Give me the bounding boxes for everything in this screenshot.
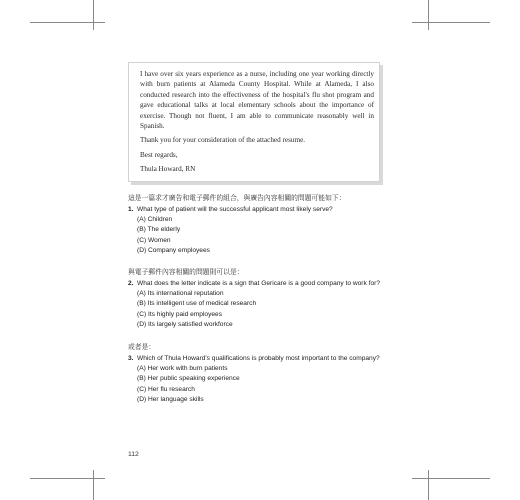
question-1 — [128, 205, 388, 256]
letter-excerpt — [128, 62, 380, 182]
answer-option: (A) Its international reputation — [137, 290, 224, 298]
answer-option: (A) Children — [137, 216, 173, 224]
intro-email-questions: 與電子郵件內容相關的問題則可以是： — [128, 268, 244, 276]
letter-paragraph: I have over six years experience as a nurse, including one year working directly with burn patients at Alameda County Hospital. While at Alameda, I also conducted research into the effectiveness of the hospital's flu shot program and gave educational talks at local elementary schools about the importance of exercise. Though not fluent, I am able to communicate reasonably well in Spanish. — [140, 70, 374, 131]
question-number: 1. — [128, 206, 134, 213]
page-number: 112 — [128, 451, 139, 458]
answer-option: (D) Its largely satisfied workforce — [137, 320, 233, 328]
letter-signature: Thula Howard, RN — [140, 165, 196, 174]
letter-thanks: Thank you for your consideration of the attached resume. — [140, 136, 306, 145]
question-text: Which of Thula Howard's qualifications is probably most important to the company? — [137, 355, 380, 362]
crop-mark — [428, 0, 429, 30]
intro-or: 或者是： — [128, 343, 156, 351]
answer-option: (B) The elderly — [137, 226, 181, 234]
question-number: 3. — [128, 355, 134, 362]
answer-option: (C) Women — [137, 236, 171, 244]
answer-option: (D) Her language skills — [137, 395, 204, 403]
answer-option: (C) Her flu research — [137, 385, 195, 393]
answer-option: (B) Its intelligent use of medical research — [137, 300, 257, 308]
answer-option: (C) Its highly paid employees — [137, 310, 223, 318]
letter-closing: Best regards, — [140, 150, 178, 159]
crop-mark — [412, 478, 490, 479]
answer-option: (A) Her work with burn patients — [137, 365, 228, 373]
crop-mark — [93, 470, 94, 500]
crop-mark — [412, 22, 490, 23]
question-text: What type of patient will the successful applicant most likely serve? — [137, 206, 333, 213]
crop-mark — [428, 470, 429, 500]
intro-ad-questions: 這是一篇求才廣告和電子郵件的組合，與廣告內容相關的問題可能如下： — [128, 194, 346, 202]
crop-mark — [93, 0, 94, 30]
question-3 — [128, 354, 388, 405]
question-2 — [128, 279, 388, 330]
answer-option: (D) Company employees — [137, 246, 210, 254]
answer-option: (B) Her public speaking experience — [137, 375, 240, 383]
question-text: What does the letter indicate is a sign that Gericare is a good company to work for? — [137, 280, 380, 287]
question-number: 2. — [128, 280, 134, 287]
